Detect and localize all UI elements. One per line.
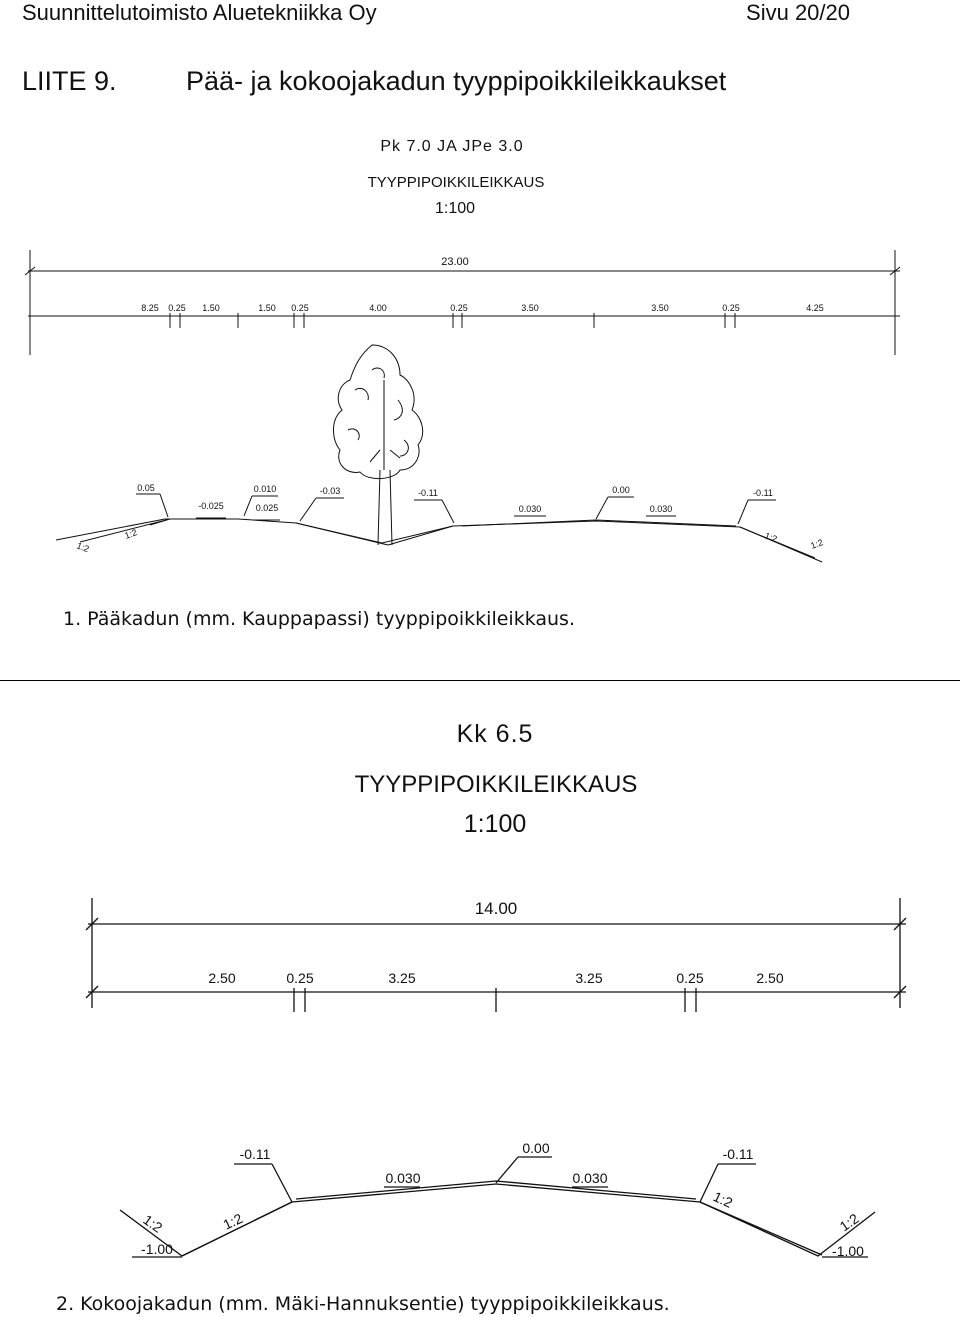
slope-label: 1:2 [140,1211,166,1236]
width-label: 3.25 [388,970,416,986]
level-label: 0.030 [649,504,673,514]
width-label: 1.50 [258,303,276,313]
caption-1: 1. Pääkadun (mm. Kauppapassi) tyyppipoikkileikkaus. [63,608,575,630]
width-label: 4.25 [806,303,824,313]
level-label: -0.03 [319,486,341,496]
ground-profile [56,519,825,562]
company-name: Suunnittelutoimisto Aluetekniikka Oy [22,0,377,25]
slope-label: 1:2 [75,540,91,555]
width-label: 3.50 [651,303,669,313]
width-label: 3.25 [575,970,603,986]
width-label: 2.50 [756,970,784,986]
level-label: 0.05 [137,483,155,493]
cross-section-drawing-1 [0,0,960,600]
width-label: 3.50 [521,303,539,313]
slope-label: 1:2 [763,530,779,545]
section-scale: 1:100 [434,200,476,217]
width-label: 4.00 [369,303,387,313]
caption-2: 2. Kokoojakadun (mm. Mäki-Hannuksentie) tyyppipoikkileikkaus. [56,1293,670,1315]
section-code: Pk 7.0 JA JPe 3.0 [380,138,524,155]
level-label: -1.00 [141,1241,173,1257]
level-label: -1.00 [832,1243,864,1259]
level-label: 0.00 [612,485,630,495]
section-type: TYYPPIPOIKKILEIKKAUS [367,174,545,191]
total-width: 14.00 [474,899,518,918]
width-label: 0.25 [291,303,309,313]
page-number: Sivu 20/20 [746,0,850,25]
width-label: 0.25 [286,970,314,986]
level-label: -0.11 [722,1146,754,1162]
level-label: 0.010 [253,484,277,494]
width-label: 0.25 [450,303,468,313]
slope-label: 1:2 [220,1209,245,1233]
level-label: 0.030 [572,1170,608,1186]
width-label: 2.50 [208,970,236,986]
slope-label: 1:2 [836,1210,862,1235]
level-label: 0.030 [518,504,542,514]
level-label: -0.11 [239,1146,271,1162]
slope-label: 1:2 [710,1188,736,1211]
section-divider [0,680,960,681]
level-label: 0.025 [255,503,279,513]
level-label: -0.11 [418,488,438,498]
slope-label: 1:2 [123,527,139,541]
width-label: 1.50 [202,303,220,313]
total-width: 23.00 [441,256,469,268]
width-label: 0.25 [722,303,740,313]
cross-section-drawing-2 [0,690,960,1310]
width-label: 0.25 [676,970,704,986]
width-label: 0.25 [168,303,186,313]
level-label: -0.025 [198,501,224,511]
width-label: 8.25 [141,303,159,313]
dimension-ticks [170,313,735,328]
section-type: TYYPPIPOIKKILEIKKAUS [354,771,638,798]
appendix-label: LIITE 9. [22,66,117,96]
level-label: -0.11 [753,488,773,498]
appendix-title: Pää- ja kokoojakadun tyyppipoikkileikkaukset [186,66,727,96]
section-code: Kk 6.5 [456,720,534,748]
tree-illustration [334,345,423,545]
level-label: 0.00 [522,1140,550,1156]
slope-label: 1:2 [809,537,825,551]
level-label: 0.030 [385,1170,421,1186]
section-scale: 1:100 [463,810,527,838]
